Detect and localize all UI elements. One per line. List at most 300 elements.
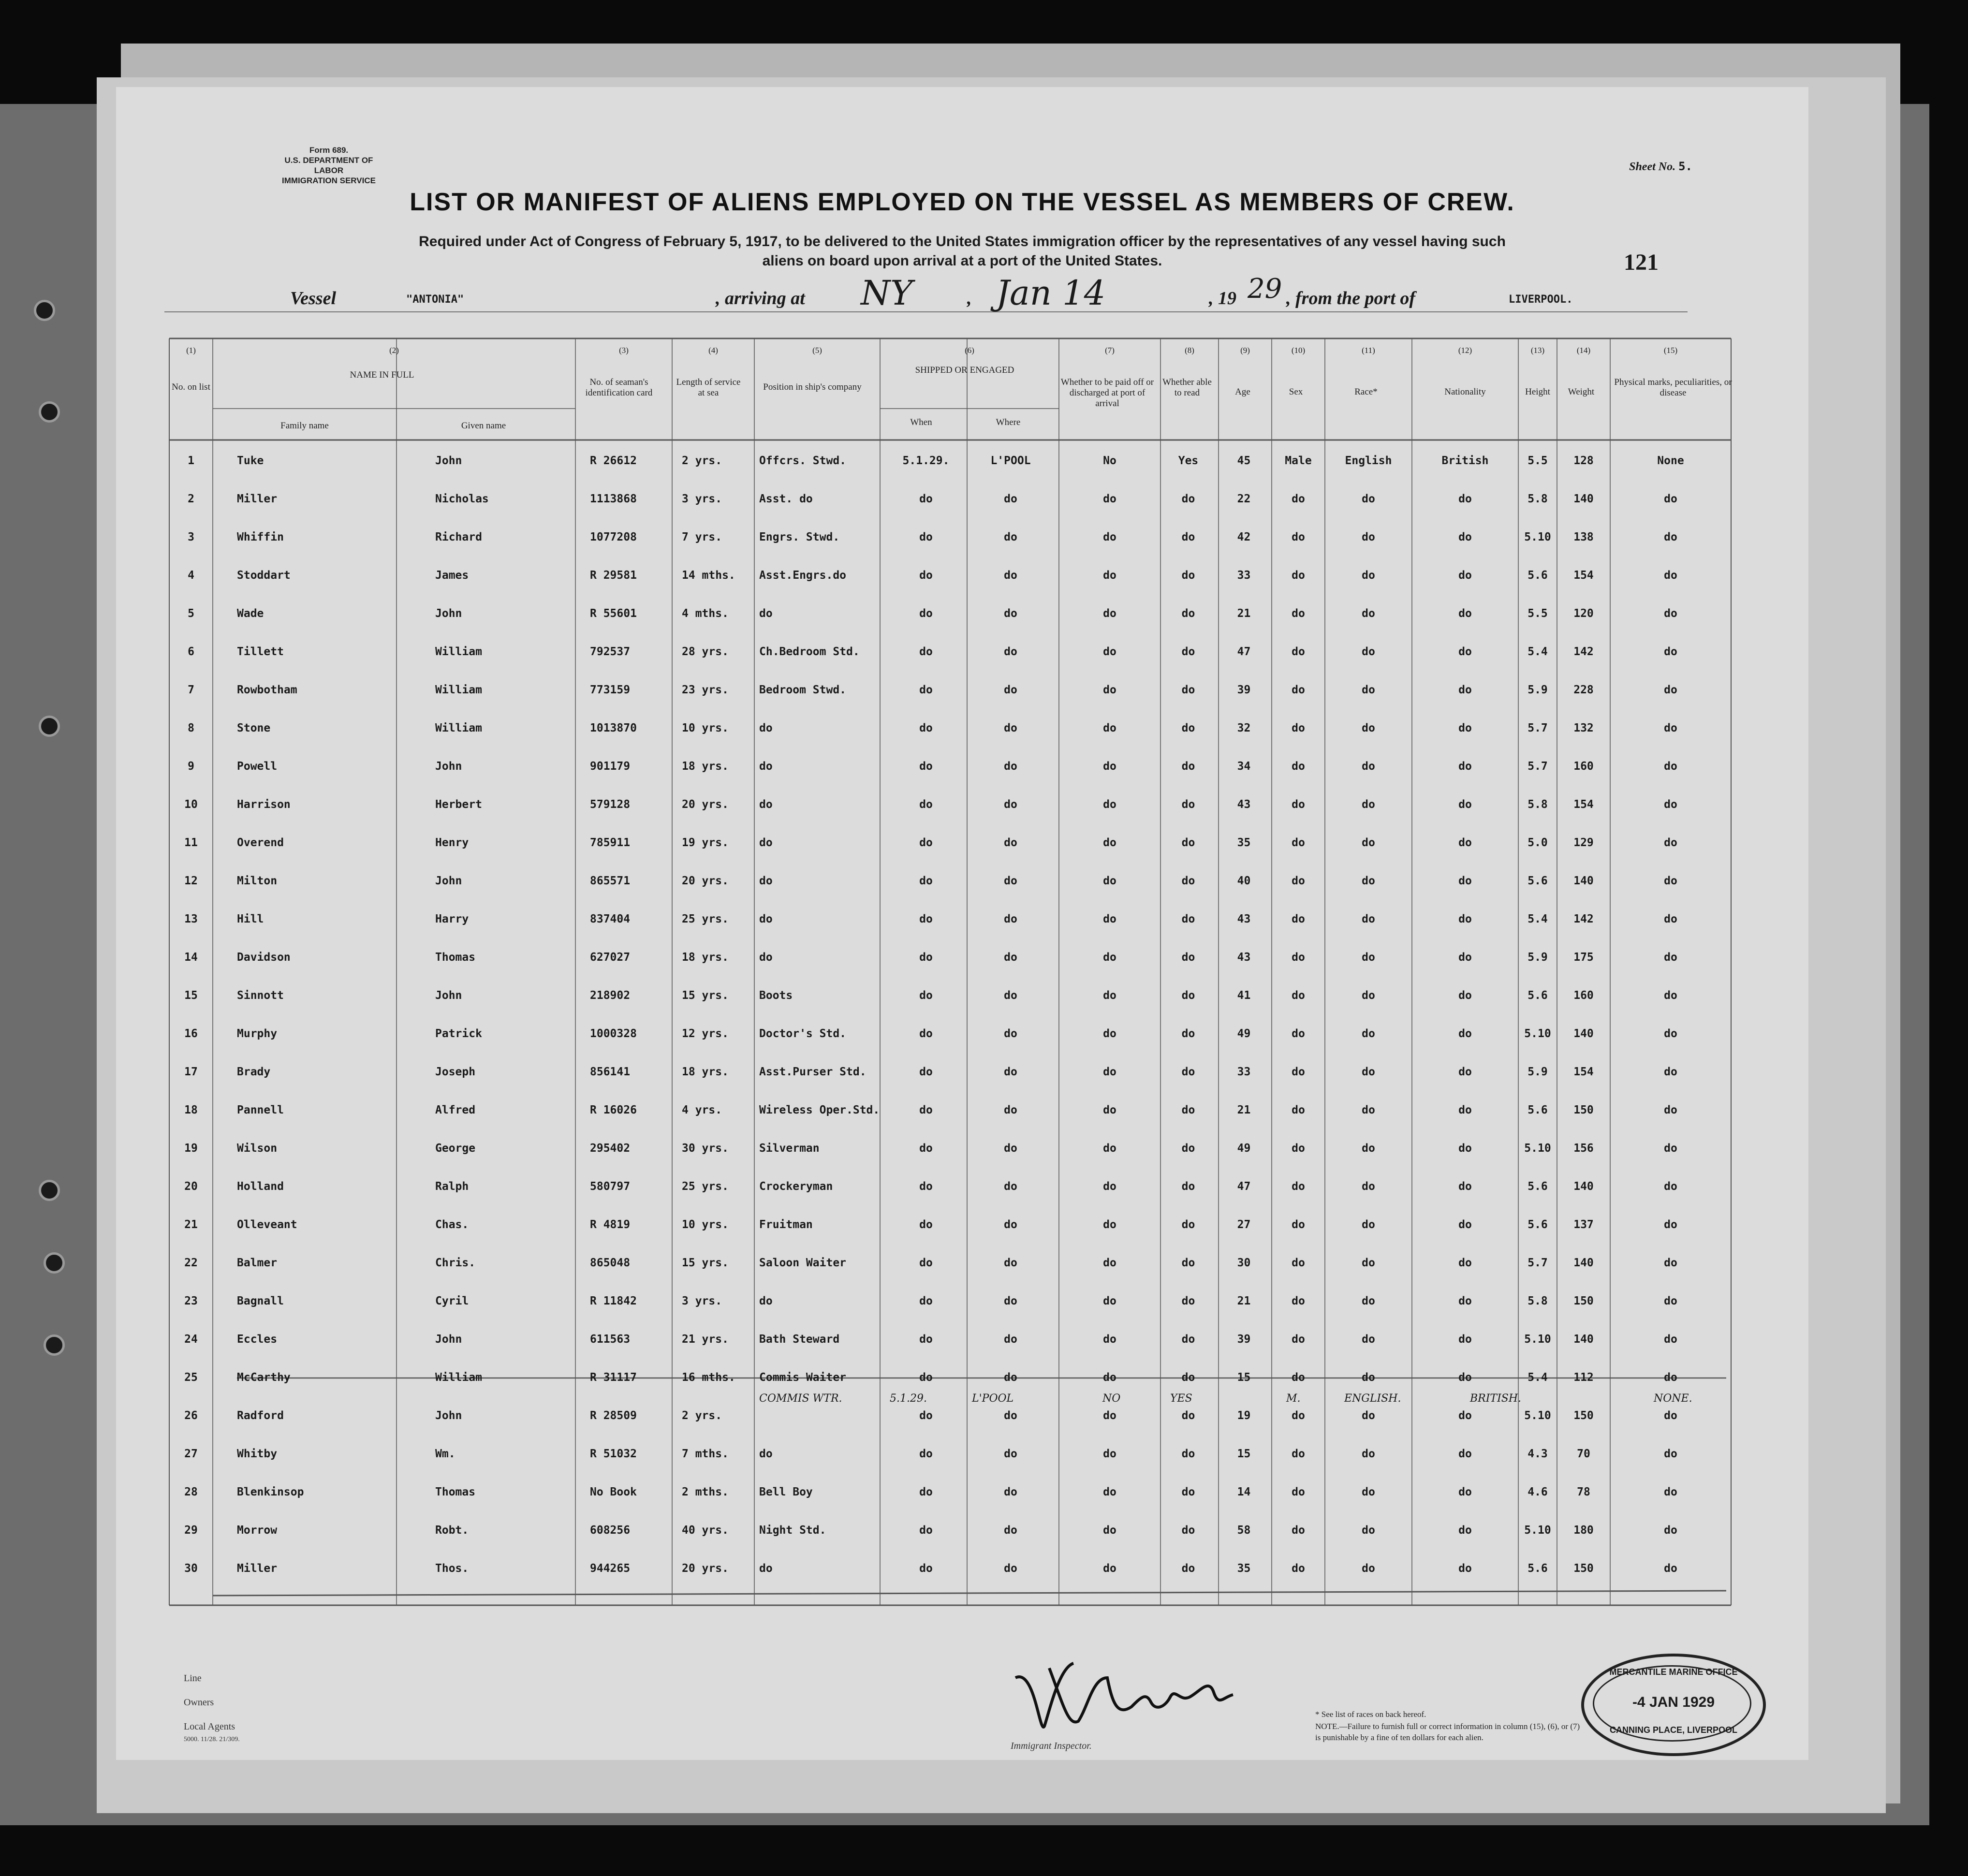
column-number: (8) xyxy=(1185,346,1194,355)
cell-paid: do xyxy=(1103,1257,1116,1269)
cell-read: do xyxy=(1181,760,1195,773)
cell-weight: 160 xyxy=(1573,760,1594,773)
cell-sex: do xyxy=(1292,1524,1305,1537)
cell-race: do xyxy=(1362,1448,1375,1460)
cell-where: do xyxy=(1004,1180,1017,1193)
header-name-in-full: NAME IN FULL xyxy=(350,370,414,380)
cell-card: 295402 xyxy=(590,1142,631,1155)
cell-service: 7 yrs. xyxy=(682,531,722,543)
cell-nat: do xyxy=(1458,1562,1472,1575)
cell-phys: do xyxy=(1664,684,1677,696)
cell-when: do xyxy=(919,1486,933,1498)
cell-no: 5 xyxy=(188,607,194,620)
cell-card: R 11842 xyxy=(590,1295,637,1307)
header-weight: Weight xyxy=(1568,387,1595,397)
cell-when: do xyxy=(919,684,933,696)
cell-height: 5.10 xyxy=(1524,1524,1551,1537)
cell-when: do xyxy=(919,1448,933,1460)
cell-age: 41 xyxy=(1237,989,1251,1002)
cell-when: do xyxy=(919,493,933,505)
header-family-name: Family name xyxy=(280,421,329,431)
cell-position: do xyxy=(759,722,773,734)
cell-weight: 154 xyxy=(1573,569,1594,582)
cell-age: 43 xyxy=(1237,798,1251,811)
cell-given: Chris. xyxy=(435,1257,476,1269)
handwritten-sex: M. xyxy=(1286,1392,1301,1405)
cell-nat: do xyxy=(1458,1180,1472,1193)
cell-age: 21 xyxy=(1237,607,1251,620)
cell-position: Bedroom Stwd. xyxy=(759,684,847,696)
cell-card: 773159 xyxy=(590,684,631,696)
cell-race: do xyxy=(1362,1524,1375,1537)
cell-height: 5.7 xyxy=(1527,722,1548,734)
cell-sex: do xyxy=(1292,798,1305,811)
cell-height: 5.10 xyxy=(1524,531,1551,543)
header-given-name: Given name xyxy=(461,421,506,431)
cell-position: do xyxy=(759,951,773,964)
header-race: Race* xyxy=(1354,387,1378,397)
cell-height: 5.5 xyxy=(1527,607,1548,620)
cell-family: Whitby xyxy=(237,1448,278,1460)
cell-height: 5.6 xyxy=(1527,989,1548,1002)
cell-family: Bagnall xyxy=(237,1295,284,1307)
cell-no: 2 xyxy=(188,493,194,505)
cell-when: do xyxy=(919,1104,933,1116)
cell-read: do xyxy=(1181,1333,1195,1346)
cell-family: Murphy xyxy=(237,1027,278,1040)
handwritten-race: ENGLISH. xyxy=(1344,1392,1401,1405)
sheet-number: Sheet No. 5. xyxy=(1629,160,1692,173)
cell-no: 10 xyxy=(184,798,198,811)
cell-no: 3 xyxy=(188,531,194,543)
cell-race: do xyxy=(1362,684,1375,696)
cell-read: do xyxy=(1181,798,1195,811)
cell-where: do xyxy=(1004,1066,1017,1078)
cell-when: do xyxy=(919,1524,933,1537)
cell-where: do xyxy=(1004,989,1017,1002)
cell-age: 42 xyxy=(1237,531,1251,543)
cell-no: 20 xyxy=(184,1180,198,1193)
cell-phys: do xyxy=(1664,1066,1677,1078)
footer-line-label: Line xyxy=(184,1673,202,1684)
cell-weight: 142 xyxy=(1573,645,1594,658)
cell-service: 19 yrs. xyxy=(682,836,729,849)
cell-service: 25 yrs. xyxy=(682,913,729,925)
cell-paid: do xyxy=(1103,1104,1116,1116)
cell-card: 218902 xyxy=(590,989,631,1002)
cell-weight: 78 xyxy=(1577,1486,1590,1498)
document-title: LIST OR MANIFEST OF ALIENS EMPLOYED ON THE VESSEL AS MEMBERS OF CREW. xyxy=(410,188,1515,216)
cell-nat: do xyxy=(1458,1409,1472,1422)
cell-phys: do xyxy=(1664,1180,1677,1193)
cell-family: Pannell xyxy=(237,1104,284,1116)
cell-where: do xyxy=(1004,1104,1017,1116)
cell-height: 5.4 xyxy=(1527,1371,1548,1384)
cell-weight: 175 xyxy=(1573,951,1594,964)
cell-age: 39 xyxy=(1237,1333,1251,1346)
cell-nat: do xyxy=(1458,1257,1472,1269)
cell-when: do xyxy=(919,1218,933,1231)
cell-weight: 154 xyxy=(1573,1066,1594,1078)
cell-nat: do xyxy=(1458,569,1472,582)
cell-paid: do xyxy=(1103,645,1116,658)
cell-given: Wm. xyxy=(435,1448,455,1460)
handwritten-position: COMMIS WTR. xyxy=(759,1392,842,1405)
cell-given: John xyxy=(435,454,462,467)
cell-family: Tuke xyxy=(237,454,264,467)
cell-phys: do xyxy=(1664,1295,1677,1307)
cell-weight: 129 xyxy=(1573,836,1594,849)
cell-card: 785911 xyxy=(590,836,631,849)
cell-no: 21 xyxy=(184,1218,198,1231)
cell-service: 16 mths. xyxy=(682,1371,735,1384)
cell-weight: 140 xyxy=(1573,1257,1594,1269)
cell-no: 1 xyxy=(188,454,194,467)
cell-when: do xyxy=(919,1295,933,1307)
cell-card: 608256 xyxy=(590,1524,631,1537)
department-name: U.S. DEPARTMENT OF LABOR xyxy=(284,156,373,175)
cell-family: Morrow xyxy=(237,1524,278,1537)
footer-local-agents-label: Local Agents xyxy=(184,1721,235,1732)
cell-position: Asst.Engrs.do xyxy=(759,569,847,582)
cell-height: 5.8 xyxy=(1527,798,1548,811)
cell-no: 25 xyxy=(184,1371,198,1384)
cell-card: 792537 xyxy=(590,645,631,658)
cell-height: 5.6 xyxy=(1527,875,1548,887)
cell-nat: do xyxy=(1458,836,1472,849)
cell-position: do xyxy=(759,607,773,620)
cell-weight: 150 xyxy=(1573,1295,1594,1307)
cell-when: do xyxy=(919,1066,933,1078)
cell-no: 14 xyxy=(184,951,198,964)
cell-family: Radford xyxy=(237,1409,284,1422)
cell-sex: do xyxy=(1292,1486,1305,1498)
cell-weight: 112 xyxy=(1573,1371,1594,1384)
cell-where: do xyxy=(1004,569,1017,582)
cell-phys: None xyxy=(1657,454,1684,467)
cell-no: 16 xyxy=(184,1027,198,1040)
cell-race: do xyxy=(1362,760,1375,773)
cell-age: 15 xyxy=(1237,1371,1251,1384)
cell-family: Eccles xyxy=(237,1333,278,1346)
cell-nat: do xyxy=(1458,1333,1472,1346)
cell-phys: do xyxy=(1664,1104,1677,1116)
cell-read: do xyxy=(1181,989,1195,1002)
cell-sex: do xyxy=(1292,760,1305,773)
handwritten-nat: BRITISH. xyxy=(1470,1392,1522,1405)
cell-no: 26 xyxy=(184,1409,198,1422)
cell-age: 15 xyxy=(1237,1448,1251,1460)
cell-age: 33 xyxy=(1237,569,1251,582)
cell-weight: 132 xyxy=(1573,722,1594,734)
cell-nat: do xyxy=(1458,493,1472,505)
cell-service: 7 mths. xyxy=(682,1448,729,1460)
cell-card: 837404 xyxy=(590,913,631,925)
cell-height: 5.9 xyxy=(1527,951,1548,964)
vessel-line: Vessel "ANTONIA" , arriving at NY , Jan 14 , 19 29 , from the port of LIVERPOOL. xyxy=(290,273,1573,313)
cell-sex: do xyxy=(1292,1180,1305,1193)
cell-service: 30 yrs. xyxy=(682,1142,729,1155)
cell-nat: do xyxy=(1458,1448,1472,1460)
cell-nat: do xyxy=(1458,607,1472,620)
cell-when: do xyxy=(919,913,933,925)
cell-read: do xyxy=(1181,1142,1195,1155)
cell-sex: do xyxy=(1292,1142,1305,1155)
cell-card: 579128 xyxy=(590,798,631,811)
cell-where: do xyxy=(1004,684,1017,696)
cell-family: Brady xyxy=(237,1066,271,1078)
cell-nat: do xyxy=(1458,1142,1472,1155)
cell-read: do xyxy=(1181,1295,1195,1307)
cell-sex: do xyxy=(1292,569,1305,582)
cell-no: 23 xyxy=(184,1295,198,1307)
header-age: Age xyxy=(1235,387,1250,397)
cell-paid: do xyxy=(1103,989,1116,1002)
cell-read: Yes xyxy=(1178,454,1199,467)
cell-sex: do xyxy=(1292,1066,1305,1078)
cell-service: 20 yrs. xyxy=(682,798,729,811)
cell-card: R 28509 xyxy=(590,1409,637,1422)
cell-card: No Book xyxy=(590,1486,637,1498)
cell-nat: do xyxy=(1458,1218,1472,1231)
cell-when: do xyxy=(919,1562,933,1575)
cell-where: do xyxy=(1004,951,1017,964)
cell-nat: do xyxy=(1458,1104,1472,1116)
cell-height: 5.6 xyxy=(1527,1180,1548,1193)
cell-card: R 16026 xyxy=(590,1104,637,1116)
manifest-sheet xyxy=(116,87,1808,1760)
cell-read: do xyxy=(1181,1371,1195,1384)
cell-race: do xyxy=(1362,607,1375,620)
binder-hole xyxy=(39,716,60,737)
cell-weight: 150 xyxy=(1573,1562,1594,1575)
cell-where: do xyxy=(1004,1524,1017,1537)
cell-family: Harrison xyxy=(237,798,291,811)
cell-where: do xyxy=(1004,760,1017,773)
cell-paid: do xyxy=(1103,913,1116,925)
binder-hole xyxy=(44,1334,65,1356)
cell-where: do xyxy=(1004,1486,1017,1498)
cell-age: 19 xyxy=(1237,1409,1251,1422)
cell-service: 10 yrs. xyxy=(682,722,729,734)
cell-when: 5.1.29. xyxy=(902,454,950,467)
cell-when: do xyxy=(919,1409,933,1422)
cell-paid: do xyxy=(1103,493,1116,505)
cell-read: do xyxy=(1181,1027,1195,1040)
cell-phys: do xyxy=(1664,1027,1677,1040)
cell-given: William xyxy=(435,1371,482,1384)
page-number: 121 xyxy=(1624,249,1659,275)
cell-where: do xyxy=(1004,722,1017,734)
cell-weight: 120 xyxy=(1573,607,1594,620)
column-number: (10) xyxy=(1291,346,1306,355)
cell-age: 35 xyxy=(1237,836,1251,849)
cell-read: do xyxy=(1181,1180,1195,1193)
cell-height: 5.10 xyxy=(1524,1333,1551,1346)
cell-when: do xyxy=(919,760,933,773)
cell-given: John xyxy=(435,989,462,1002)
cell-sex: do xyxy=(1292,493,1305,505)
cell-card: 901179 xyxy=(590,760,631,773)
cell-phys: do xyxy=(1664,1524,1677,1537)
cell-where: L'POOL xyxy=(990,454,1031,467)
cell-read: do xyxy=(1181,913,1195,925)
cell-race: do xyxy=(1362,531,1375,543)
cell-service: 21 yrs. xyxy=(682,1333,729,1346)
cell-height: 5.10 xyxy=(1524,1409,1551,1422)
cell-no: 18 xyxy=(184,1104,198,1116)
cell-card: 865571 xyxy=(590,875,631,887)
cell-read: do xyxy=(1181,569,1195,582)
header-height: Height xyxy=(1525,387,1550,397)
grid-line xyxy=(213,1591,1726,1596)
cell-race: do xyxy=(1362,1104,1375,1116)
footer-owners-label: Owners xyxy=(184,1697,214,1708)
cell-family: Powell xyxy=(237,760,278,773)
cell-nat: British xyxy=(1441,454,1489,467)
cell-paid: do xyxy=(1103,875,1116,887)
cell-sex: do xyxy=(1292,1218,1305,1231)
column-number: (3) xyxy=(619,346,629,355)
cell-given: John xyxy=(435,760,462,773)
cell-age: 27 xyxy=(1237,1218,1251,1231)
cell-height: 4.6 xyxy=(1527,1486,1548,1498)
cell-phys: do xyxy=(1664,569,1677,582)
cell-age: 43 xyxy=(1237,913,1251,925)
cell-when: do xyxy=(919,607,933,620)
cell-age: 47 xyxy=(1237,645,1251,658)
cell-race: do xyxy=(1362,722,1375,734)
cell-read: do xyxy=(1181,1448,1195,1460)
arrival-port-handwritten: NY xyxy=(861,273,913,313)
cell-when: do xyxy=(919,1333,933,1346)
cell-no: 9 xyxy=(188,760,194,773)
cell-position: do xyxy=(759,760,773,773)
cell-family: Rowbotham xyxy=(237,684,297,696)
cell-position: Wireless Oper.Std. xyxy=(759,1104,880,1116)
cell-family: Tillett xyxy=(237,645,284,658)
binder-hole xyxy=(39,401,60,423)
handwritten-phys: NONE. xyxy=(1654,1392,1692,1405)
binder-hole xyxy=(44,1252,65,1274)
cell-sex: do xyxy=(1292,836,1305,849)
cell-position: do xyxy=(759,798,773,811)
cell-nat: do xyxy=(1458,798,1472,811)
cell-when: do xyxy=(919,989,933,1002)
cell-phys: do xyxy=(1664,1409,1677,1422)
binder-hole xyxy=(34,300,55,321)
column-number: (12) xyxy=(1458,346,1472,355)
column-number: (2) xyxy=(389,346,399,355)
cell-when: do xyxy=(919,645,933,658)
cell-age: 14 xyxy=(1237,1486,1251,1498)
cell-age: 47 xyxy=(1237,1180,1251,1193)
column-number: (14) xyxy=(1576,346,1591,355)
cell-age: 21 xyxy=(1237,1104,1251,1116)
cell-sex: Male xyxy=(1285,454,1312,467)
cell-paid: do xyxy=(1103,798,1116,811)
cell-read: do xyxy=(1181,607,1195,620)
cell-age: 32 xyxy=(1237,722,1251,734)
cell-nat: do xyxy=(1458,875,1472,887)
cell-read: do xyxy=(1181,1524,1195,1537)
cell-given: Thos. xyxy=(435,1562,469,1575)
cell-position: do xyxy=(759,1562,773,1575)
cell-card: R 51032 xyxy=(590,1448,637,1460)
print-code: 5000. 11/28. 21/309. xyxy=(184,1736,240,1743)
cell-nat: do xyxy=(1458,1295,1472,1307)
cell-where: do xyxy=(1004,1142,1017,1155)
cell-when: do xyxy=(919,1180,933,1193)
cell-weight: 140 xyxy=(1573,1180,1594,1193)
cell-where: do xyxy=(1004,1371,1017,1384)
cell-given: Cyril xyxy=(435,1295,469,1307)
cell-when: do xyxy=(919,569,933,582)
cell-height: 5.4 xyxy=(1527,645,1548,658)
cell-where: do xyxy=(1004,531,1017,543)
cell-when: do xyxy=(919,1371,933,1384)
cell-given: Chas. xyxy=(435,1218,469,1231)
cell-race: do xyxy=(1362,1027,1375,1040)
cell-position: Crockeryman xyxy=(759,1180,833,1193)
column-number: (6) xyxy=(965,346,974,355)
cell-given: John xyxy=(435,1333,462,1346)
cell-race: do xyxy=(1362,875,1375,887)
cell-no: 30 xyxy=(184,1562,198,1575)
cell-family: Whiffin xyxy=(237,531,284,543)
cell-service: 18 yrs. xyxy=(682,1066,729,1078)
cell-race: do xyxy=(1362,1142,1375,1155)
cell-no: 12 xyxy=(184,875,198,887)
cell-card: 1013870 xyxy=(590,722,637,734)
cell-family: Davidson xyxy=(237,951,291,964)
header-where: Where xyxy=(996,417,1021,427)
cell-paid: do xyxy=(1103,1027,1116,1040)
cell-read: do xyxy=(1181,875,1195,887)
cell-position: Fruitman xyxy=(759,1218,813,1231)
mercantile-marine-office-stamp: MERCANTILE MARINE OFFICE -4 JAN 1929 CANNING PLACE, LIVERPOOL xyxy=(1581,1654,1766,1756)
cell-height: 5.6 xyxy=(1527,569,1548,582)
cell-service: 18 yrs. xyxy=(682,760,729,773)
cell-paid: do xyxy=(1103,1409,1116,1422)
cell-paid: do xyxy=(1103,836,1116,849)
cell-phys: do xyxy=(1664,989,1677,1002)
cell-phys: do xyxy=(1664,760,1677,773)
column-number: (15) xyxy=(1663,346,1678,355)
cell-position: Ch.Bedroom Std. xyxy=(759,645,860,658)
handwritten-read: YES xyxy=(1170,1392,1192,1405)
column-number: (1) xyxy=(186,346,196,355)
cell-read: do xyxy=(1181,1066,1195,1078)
cell-phys: do xyxy=(1664,1142,1677,1155)
footnote-fine-cont: is punishable by a fine of ten dollars for each alien. xyxy=(1315,1733,1483,1742)
cell-height: 5.9 xyxy=(1527,684,1548,696)
cell-height: 5.6 xyxy=(1527,1562,1548,1575)
cell-no: 7 xyxy=(188,684,194,696)
header-nationality: Nationality xyxy=(1444,387,1486,397)
cell-paid: do xyxy=(1103,760,1116,773)
cell-age: 33 xyxy=(1237,1066,1251,1078)
cell-nat: do xyxy=(1458,684,1472,696)
cell-read: do xyxy=(1181,722,1195,734)
cell-phys: do xyxy=(1664,798,1677,811)
cell-nat: do xyxy=(1458,531,1472,543)
cell-read: do xyxy=(1181,493,1195,505)
cell-position: Commis Waiter xyxy=(759,1371,847,1384)
cell-race: do xyxy=(1362,836,1375,849)
cell-phys: do xyxy=(1664,1448,1677,1460)
cell-card: R 29581 xyxy=(590,569,637,582)
